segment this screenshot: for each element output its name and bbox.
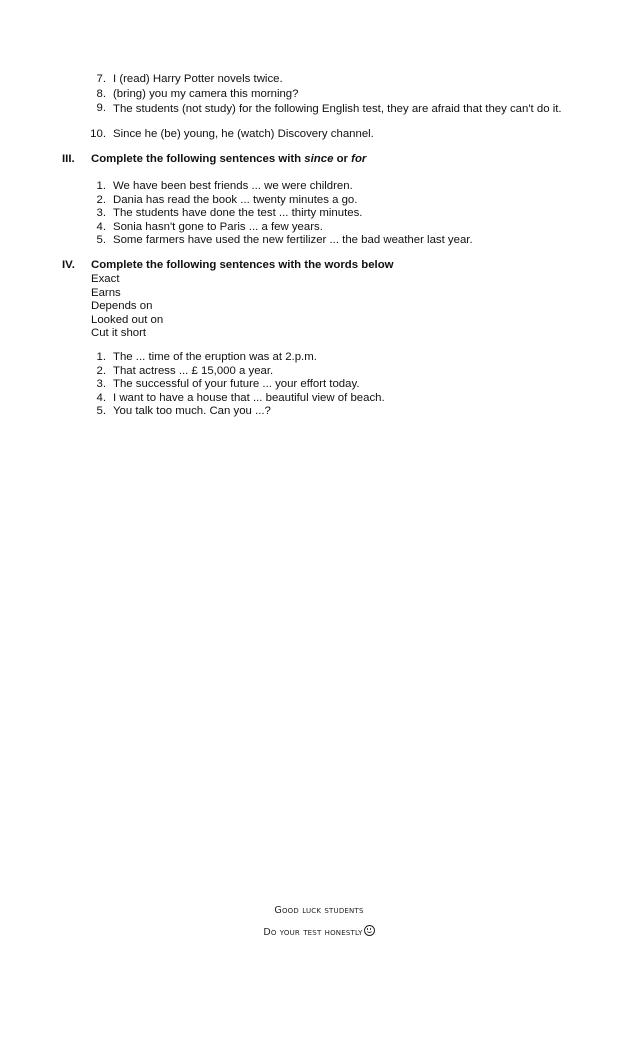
item-text: The successful of your future ... your effort today. (113, 378, 360, 390)
word-bank-item: Exact (91, 273, 120, 285)
item-text: Some farmers have used the new fertilizer ... the bad weather last year. (113, 234, 473, 246)
item-text: I want to have a house that ... beautiful view of beach. (113, 392, 385, 404)
section-3-number: III. (62, 153, 75, 165)
item-number: 4. (96, 221, 106, 233)
word-bank-item: Cut it short (91, 327, 147, 339)
heading-text: Complete the following sentences with the words below (91, 259, 394, 271)
item-number: 5. (96, 234, 106, 246)
footer-line-1 (0, 905, 638, 916)
item-text: We have been best friends ... we were children. (113, 180, 353, 192)
item-text: The students have done the test ... thirty minutes. (113, 207, 363, 219)
smiley-icon (364, 925, 375, 936)
word-bank-item: Looked out on (91, 314, 164, 326)
section-4-number: IV. (62, 259, 75, 271)
item-number: 1. (96, 351, 106, 363)
item-number: 3. (96, 378, 106, 390)
item-number: 4. (96, 392, 106, 404)
footer-honesty: Do your test honestly (263, 927, 363, 938)
item-text: Since he (be) young, he (watch) Discovery channel. (113, 128, 374, 140)
item-text: The students (not study) for the following English test, they are afraid that they can't do it. (113, 103, 562, 115)
list-item (0, 102, 638, 117)
word-bank-item: Earns (91, 287, 121, 299)
item-text: Sonia hasn't gone to Paris ... a few years. (113, 221, 323, 233)
item-text: The ... time of the eruption was at 2.p.m. (113, 351, 317, 363)
heading-for: for (351, 153, 367, 165)
heading-or: or (333, 153, 352, 165)
heading-text: Complete the following sentences with (91, 153, 305, 165)
footer-line-2 (0, 925, 638, 938)
item-number: 3. (96, 207, 106, 219)
item-number: 8. (96, 88, 106, 100)
word-bank-item: Depends on (91, 300, 153, 312)
footer-good-luck: Good luck students (274, 905, 364, 916)
item-number: 7. (96, 73, 106, 85)
item-number: 10. (90, 128, 106, 140)
item-text: Dania has read the book ... twenty minutes a go. (113, 194, 358, 206)
item-number: 2. (96, 365, 106, 377)
item-number: 5. (96, 405, 106, 417)
heading-since: since (304, 153, 334, 165)
section-4-heading (62, 259, 394, 271)
item-number: 9. (96, 102, 106, 114)
item-number: 2. (96, 194, 106, 206)
list-item (0, 128, 638, 143)
item-text: (bring) you my camera this morning? (113, 88, 299, 100)
list-item (0, 88, 638, 103)
item-text: That actress ... £ 15,000 a year. (113, 365, 274, 377)
item-number: 1. (96, 180, 106, 192)
section-3-heading (62, 153, 366, 165)
item-text: I (read) Harry Potter novels twice. (113, 73, 283, 85)
item-text: You talk too much. Can you ...? (113, 405, 271, 417)
list-item (0, 73, 638, 88)
